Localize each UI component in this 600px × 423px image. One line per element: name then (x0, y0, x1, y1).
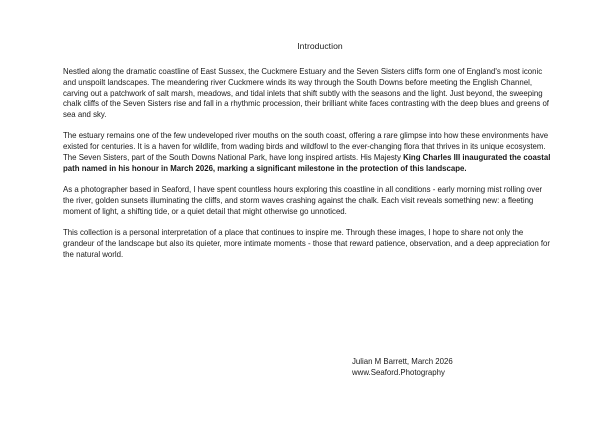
page-title: Introduction (297, 41, 343, 51)
paragraph-estuary (63, 131, 553, 174)
paragraph-landscape (63, 67, 553, 121)
paragraph-collection (63, 228, 553, 260)
paragraph-photographer (63, 185, 553, 217)
paragraph-text: The estuary remains one of the few undeveloped river mouths on the south coast, offering a rare glimpse into how these environments have existed for centuries. It is a haven for wildlife, from wading birds and wildfowl to the ever-changing flora that thrives in its unique ecosystem. The Seven Sisters, part of the South Downs National Park, have long inspired artists. His Majesty (63, 131, 549, 162)
signature-block (352, 357, 453, 379)
paragraph-text: As a photographer based in Seaford, I have spent countless hours exploring this coastline in all conditions - early morning mist rolling over the river, golden sunsets illuminating the cliffs, and storm waves crashing against the chalk. Each visit reveals something new: a fleeting moment of light, a shifting tide, or a quiet detail that might otherwise go unnoticed. (63, 185, 543, 216)
author-byline: Julian M Barrett, March 2026 (352, 357, 453, 366)
body-text (63, 67, 553, 271)
paragraph-text: Nestled along the dramatic coastline of East Sussex, the Cuckmere Estuary and the Seven Sisters cliffs form one of England's most iconic and unspoilt landscapes. The meandering river Cuckmere winds its way through the South Downs before meeting the English Channel, carving out a patchwork of salt marsh, meadows, and tidal inlets that shift subtly with the seasons and the light. Just beyond, the sweeping chalk cliffs of the Seven Sisters rise and fall in a rhythmic procession, their brilliant white faces contrasting with the deep blues and greens of sea and sky. (63, 67, 549, 119)
paragraph-bold-text: King Charles III inaugurated the coastal path named in his honour in March 2026, marking a significant milestone in the protection of this landscape. (63, 152, 551, 173)
website-text: www.Seaford.Photography (352, 367, 445, 377)
paragraph-text: This collection is a personal interpretation of a place that continues to inspire me. Through these images, I hope to share not only the grandeur of the landscape but also its quieter, more intimate moments - those that reward patience, observation, and a deep appreciation for the natural world. (63, 228, 551, 259)
